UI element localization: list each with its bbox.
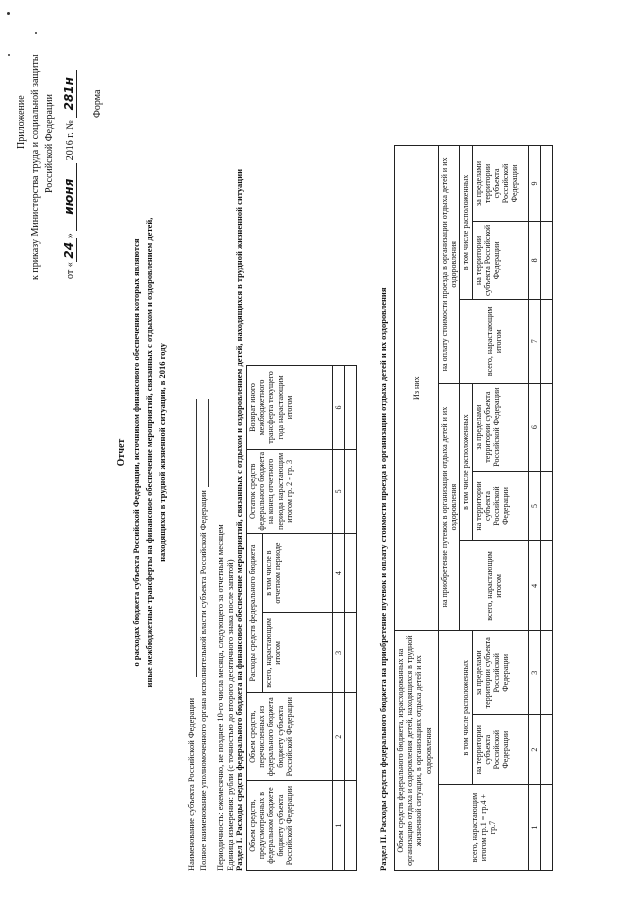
section-1-table: [246, 365, 357, 871]
s2-travel-in-territory-header: на территории субъекта Российской Федерации: [472, 221, 528, 299]
s1-expenses-header: Расходы средств федерального бюджета: [247, 533, 263, 693]
s1-empty-cell: [345, 449, 357, 533]
appendix-ministry-line: Российской Федерации: [44, 93, 55, 193]
s1-col3-header: всего, нарастающим итогом: [263, 613, 333, 693]
s2-vouchers-in-territory-header: на территории субъекта Российской Федерации: [472, 471, 528, 541]
s1-colnum: 3: [333, 613, 345, 693]
s2-empty-cell: [540, 785, 552, 871]
s2-travel-header: на оплату стоимости проезда в организации отдыха детей и их оздоровления: [439, 146, 460, 384]
date-prefix: от «: [65, 262, 76, 279]
s1-colnum: 1: [333, 781, 345, 871]
s2-empty-cell: [540, 715, 552, 785]
appendix-date-line: [62, 70, 77, 279]
s1-col1-header: Объем средств, предусмотренных в федеральном бюджете бюджету субъекта Российской Федерации: [247, 781, 333, 871]
s1-col5-header: Остаток средств федерального бюджета на конец отчетного периода нарастающим итогом гр. 2 - гр. 3: [247, 449, 333, 533]
s1-colnum: 4: [333, 533, 345, 613]
s2-empty-cell: [540, 471, 552, 541]
s1-empty-cell: [345, 693, 357, 781]
s2-colnum: 4: [528, 541, 540, 631]
s1-empty-cell: [345, 366, 357, 450]
s2-empty-cell: [540, 299, 552, 383]
s1-col4-header: в том числе в отчетном периоде: [263, 533, 333, 613]
s2-travel-out-territory-header: за пределами территории субъекта Российской Федерации: [472, 146, 528, 222]
s2-empty-cell: [540, 146, 552, 222]
s2-colnum: 7: [528, 299, 540, 383]
appendix-order-line: к приказу Министерства труда и социальной защиты: [30, 54, 41, 280]
s2-empty-cell: [540, 541, 552, 631]
report-subtitle-3: находящихся в трудной жизненной ситуации, в 2016 году: [157, 343, 167, 562]
s2-travel-total-header: всего, нарастающим итогом: [460, 299, 528, 383]
section-2-title: Раздел II. Расходы средств федерального бюджета на приобретение путевок и оплату стоимости проезда в организации отдыха детей и их оздоровления: [378, 287, 388, 871]
s2-colnum: 2: [528, 715, 540, 785]
s1-empty-cell: [345, 533, 357, 613]
s1-col2-header: Объем средств, перечисленных из федерального бюджета бюджету субъекта Российской Федерации: [247, 693, 333, 781]
s2-empty-cell: [540, 221, 552, 299]
periodicity-label: Периодичность: ежемесячно, не позднее 10-го числа месяца, следующего за отчетным месяцем: [215, 524, 225, 871]
s2-colnum: 5: [528, 471, 540, 541]
order-number: 281н: [62, 70, 77, 118]
form-label: Форма: [92, 89, 103, 118]
s2-out-territory-header: за пределами территории субъекта Российской Федерации: [472, 631, 528, 715]
unit-label: Единица измерения: рубли (с точностью до второго десятичного знака после запятой): [225, 559, 235, 871]
scan-speck: [8, 54, 10, 56]
s1-colnum: 2: [333, 693, 345, 781]
s2-total-header: всего, нарастающим итогом гр.1 = гр.4 + гр.7: [439, 785, 529, 871]
report-subtitle-2: иные межбюджетные трансферты на финансовое обеспечение мероприятий, связанных с отдыхом и оздоровлением детей,: [144, 217, 154, 688]
date-day: 24: [62, 238, 77, 262]
s2-travel-incl-header: в том числе расположенных: [460, 146, 472, 300]
s2-colnum: 9: [528, 146, 540, 222]
report-subtitle-1: о расходах бюджета субъекта Российской Федерации, источником финансового обеспечения которых являются: [131, 238, 141, 667]
report-title: Отчет: [116, 438, 127, 467]
s2-of-them-header: Из них: [395, 146, 439, 631]
s2-incl-header: в том числе расположенных: [439, 631, 473, 785]
s2-colnum: 8: [528, 221, 540, 299]
authority-name-label: Полное наименование уполномоченного органа исполнительной власти субъекта Российской Федерации: [198, 490, 208, 871]
s2-colnum: 6: [528, 383, 540, 471]
s2-empty-cell: [540, 631, 552, 715]
s1-colnum: 6: [333, 366, 345, 450]
s2-vouchers-header: на приобретение путевок в организации отдыха детей и их оздоровления: [439, 383, 460, 631]
s2-vouchers-out-territory-header: за пределами территории субъекта Российской Федерации: [472, 383, 528, 471]
s1-empty-cell: [345, 613, 357, 693]
section-2-table: [394, 145, 553, 871]
scan-speck: [35, 32, 37, 34]
s2-in-territory-header: на территории субъекта Российской Федерации: [472, 715, 528, 785]
authority-name-line: [208, 399, 209, 487]
s1-col6-header: Возврат иного межбюджетного трансферта текущего года нарастающим итогом: [247, 366, 333, 450]
s2-empty-cell: [540, 383, 552, 471]
s2-vouchers-total-header: всего, нарастающим итогом: [460, 541, 528, 631]
scan-speck: [7, 12, 10, 15]
s2-spent-header: Объем средств федерального бюджета, израсходованных на организацию отдыха и оздоровления детей, находящихся в трудной жизненной ситуации, в организациях отдыха детей и их оздоровления: [395, 631, 439, 871]
appendix-label: Приложение: [16, 95, 27, 149]
s2-vouchers-incl-header: в том числе расположенных: [460, 383, 472, 541]
s2-colnum: 1: [528, 785, 540, 871]
s2-colnum: 3: [528, 631, 540, 715]
subject-name-line: [196, 399, 197, 677]
date-month: июня: [62, 163, 77, 231]
s1-empty-cell: [345, 781, 357, 871]
subject-name-label: Наименование субъекта Российской Федерации: [186, 697, 196, 871]
date-year: 2016 г. №: [65, 120, 76, 161]
section-1-title: Раздел I. Расходы средств федерального бюджета на финансовое обеспечение мероприятий, связанных с отдыхом и оздоровлением детей, находящихся в трудной жизненной ситуации: [234, 169, 244, 871]
date-mid: »: [65, 233, 76, 239]
s1-colnum: 5: [333, 449, 345, 533]
